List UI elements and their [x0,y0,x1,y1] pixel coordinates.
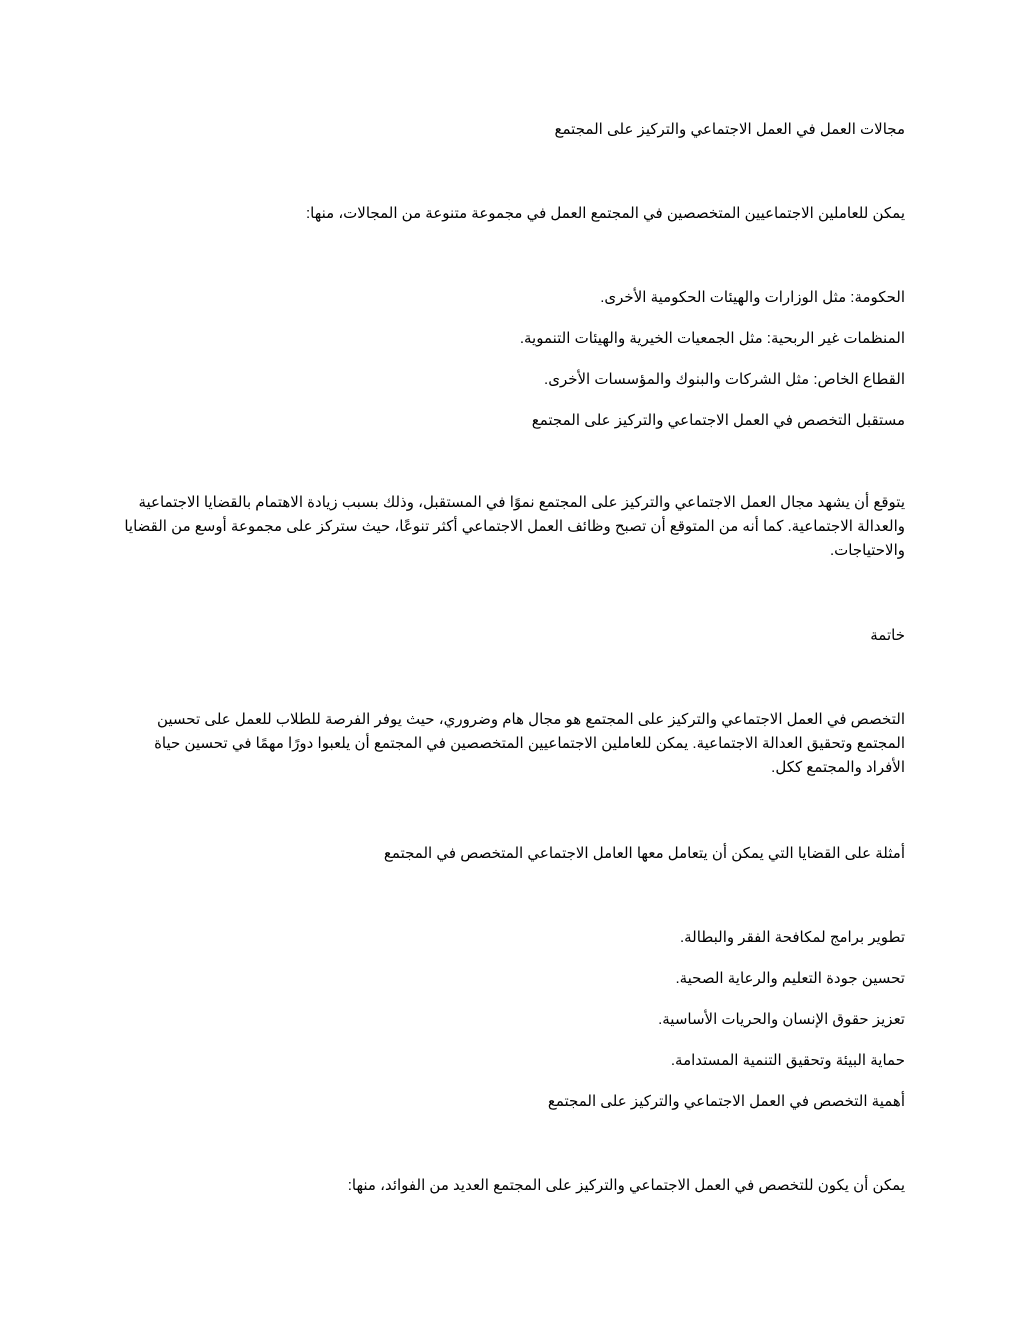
heading-examples: أمثلة على القضايا التي يمكن أن يتعامل معها العامل الاجتماعي المتخصص في المجتمع [383,845,905,862]
paragraph-conclusion: التخصص في العمل الاجتماعي والتركيز على المجتمع هو مجال هام وضروري، حيث يوفر الفرصة للطلاب للعمل على تحسين المجتمع وتحقيق العدالة الاجتماعية. يمكن للعاملين الاجتماعيين المتخصصين في المجتمع أن يلعبوا دورًا مهمًا في تحسين حياة الأفراد والمجتمع ككل. [154,711,905,776]
list-item-private-sector: القطاع الخاص: مثل الشركات والبنوك والمؤسسات الأخرى. [544,371,905,388]
heading-conclusion: خاتمة [870,627,905,644]
list-item-poverty: تطوير برامج لمكافحة الفقر والبطالة. [679,929,905,946]
list-item-human-rights: تعزيز حقوق الإنسان والحريات الأساسية. [658,1011,905,1028]
heading-importance: أهمية التخصص في العمل الاجتماعي والتركيز على المجتمع [547,1093,905,1110]
paragraph-fields-intro: يمكن للعاملين الاجتماعيين المتخصصين في المجتمع العمل في مجموعة متنوعة من المجالات، منها: [305,205,905,222]
heading-future: مستقبل التخصص في العمل الاجتماعي والتركيز على المجتمع [531,412,905,429]
paragraph-importance-intro: يمكن أن يكون للتخصص في العمل الاجتماعي والتركيز على المجتمع العديد من الفوائد، منها: [347,1177,905,1194]
list-item-government: الحكومة: مثل الوزارات والهيئات الحكومية الأخرى. [600,289,905,306]
list-item-environment: حماية البيئة وتحقيق التنمية المستدامة. [670,1052,905,1069]
list-item-education-health: تحسين جودة التعليم والرعاية الصحية. [675,970,905,987]
list-item-nonprofit: المنظمات غير الربحية: مثل الجمعيات الخيرية والهيئات التنموية. [519,330,905,347]
heading-work-fields: مجالات العمل في العمل الاجتماعي والتركيز على المجتمع [554,121,905,138]
paragraph-future: يتوقع أن يشهد مجال العمل الاجتماعي والتركيز على المجتمع نموًا في المستقبل، وذلك بسبب زيادة الاهتمام بالقضايا الاجتماعية والعدالة الاجتماعية. كما أنه من المتوقع أن تصبح وظائف العمل الاجتماعي أكثر تنوعًا، حيث ستركز على مجموعة أوسع من القضايا والاحتياجات. [124,494,905,559]
